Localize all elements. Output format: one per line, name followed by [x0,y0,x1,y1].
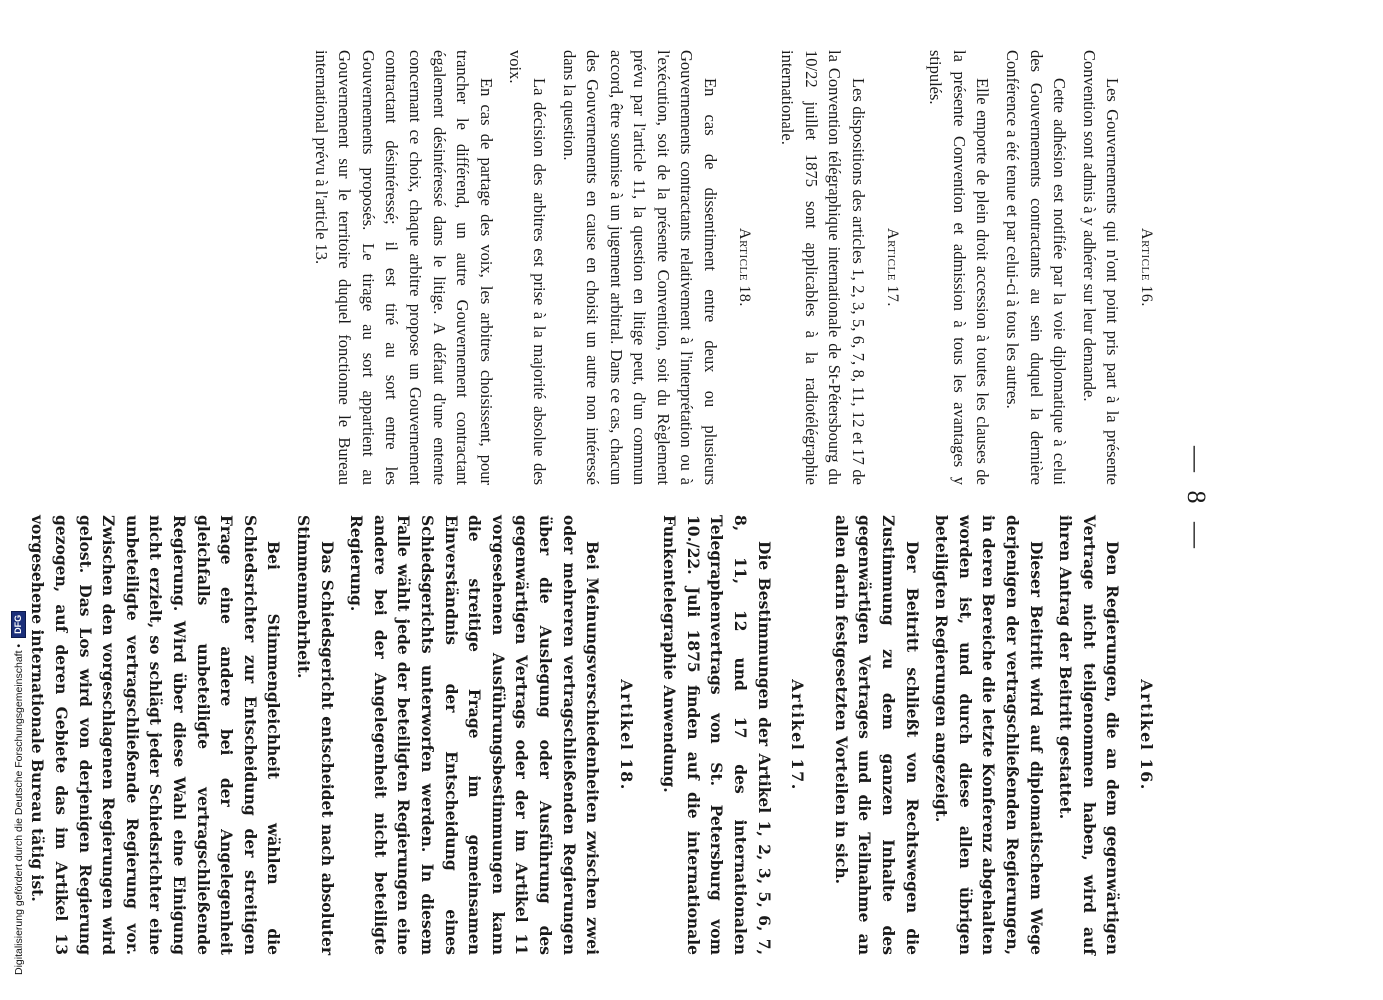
article-17-de [658,515,810,955]
article-title: Artikel 16. [1137,679,1156,791]
paragraph: Cette adhésion est notifiée par la voie diplomatique à celui des Gouvernements contractants au sein duquel la dernière Conférence a été tenue et par celui-ci à tous les autres. [1003,50,1070,485]
article-title: Artikel 18. [616,679,636,791]
paragraph: Der Beitritt schließt von Rechtswegen die Zustimmung zu dem ganzen Inhalte des gegenwärtigen Vertrages und die Teilnahme an allen darin festgesetzten Vorteilen in sich. [831,515,922,955]
paragraph: Die Bestimmungen der Artikel 1, 2, 3, 5, 6, 7, 8, 11, 12 und 17 des internationalen Telegraphenvertrags von St. Petersburg vom 10./22. Juli 1875 finden auf die internationale Funkentelegraphie Anwendung. [660,515,774,955]
article-title: Artikel 17. [788,679,808,791]
paragraph: La décision des arbitres est prise à la majorité absolue des voix. [506,50,549,485]
german-column [28,515,1158,955]
paragraph: Bei Stimmengleichheit wählen die Schiedsrichter zur Entscheidung der streitigen Frage eine andere bei der Angelegenheit gleichfalls unbeteiligte vertragschließende Regierung. Wird über diese Wahl eine Einigung nicht erzielt, so schlägt jeder Schiedsrichter eine unbeteiligte vertragschließende Regierung vor. Zwischen den vorgeschlagenen Regierungen wird gelost. Das Los wird von derjenigen Regierung gezogen, auf deren Gebiete das im Artikel 13 vorgesehene internationale Bureau tätig ist. [28,515,284,955]
french-column [128,50,1158,485]
paragraph: Les dispositions des articles 1, 2, 3, 5, 6, 7, 8, 11, 12 et 17 de la Convention télégraphique internationale de St-Pétersbourg du 10/22 juillet 1875 sont applicables à la radiotélégraphie internationale. [778,50,869,485]
page-number: — 8 — [1182,446,1211,554]
article-title: Article 17. [883,228,901,307]
paragraph: Elle emporte de plein droit accession à toutes les clauses de la présente Convention et admission à tous les avantages y stipulés. [926,50,993,485]
paragraph: Bei Meinungsverschiedenheiten zwischen zwei oder mehreren vertragschließenden Regierungen über die Auslegung oder Ausführung des gegenwärtigen Vertrags oder der im Artikel 11 vorgesehenen Ausführungsbestimmungen kann die streitige Frage im gemeinsamen Einverständnis der Entscheidung eines Schiedsgerichts unterworfen werden. In diesem Falle wählt jede der beteiligten Regierungen eine andere bei der Angelegenheit nicht beteiligte Regierung. [347,515,603,955]
paragraph: En cas de partage des voix, les arbitres choisissent, pour trancher le différend, un autre Gouvernement contractant également désintéressé dans le litige. A défaut d'une entente concernant ce choix, chaque arbitre propose un Gouvernement contractant désintéressé; il est tiré au sort entre les Gouvernements proposés. Le tirage au sort appartient au Gouvernement sur le territoire duquel fonctionne le Bureau international prévu à l'article 13. [311,50,496,485]
article-16-fr [924,50,1158,485]
paragraph: Das Schiedsgericht entscheidet nach absoluter Stimmenmehrheit. [294,515,337,955]
digitization-credit: Digitalisierung gefördert durch die Deutsche Forschungsgemeinschaft • DFG [11,611,26,975]
article-18-de [26,515,638,955]
article-16-de [829,515,1158,955]
paragraph: Den Regierungen, die an dem gegenwärtigen Vertrage nicht teilgenommen haben, wird auf ihren Antrag der Beitritt gestattet. [1056,515,1123,955]
dfg-logo: DFG [11,611,26,638]
paragraph: Dieser Beitritt wird auf diplomatischem Wege derjenigen der vertragschließenden Regierungen, in deren Bereiche die letzte Konferenz abgehalten worden ist, und durch diese allen übrigen beteiligten Regierungen angezeigt. [932,515,1046,955]
article-title: Article 18. [735,228,753,307]
paragraph: En cas de dissentiment entre deux ou plusieurs Gouvernements contractants relativement à l'interprétation ou à l'exécution, soit de la présente Convention, soit du Règlement prévu par l'article 11, la question en litige peut, d'un commun accord, être soumise à un jugement arbitral. Dans ce cas, chacun des Gouvernements en cause en choisit un autre non intéressé dans la question. [559,50,721,485]
paragraph: Les Gouvernements qui n'ont point pris part à la présente Convention sont admis à y adhérer sur leur demande. [1079,50,1123,485]
credit-text: Digitalisierung gefördert durch die Deutsche Forschungsgemeinschaft [12,650,25,975]
article-18-fr [309,50,756,485]
article-title: Article 16. [1138,228,1155,307]
article-17-fr [776,50,904,485]
